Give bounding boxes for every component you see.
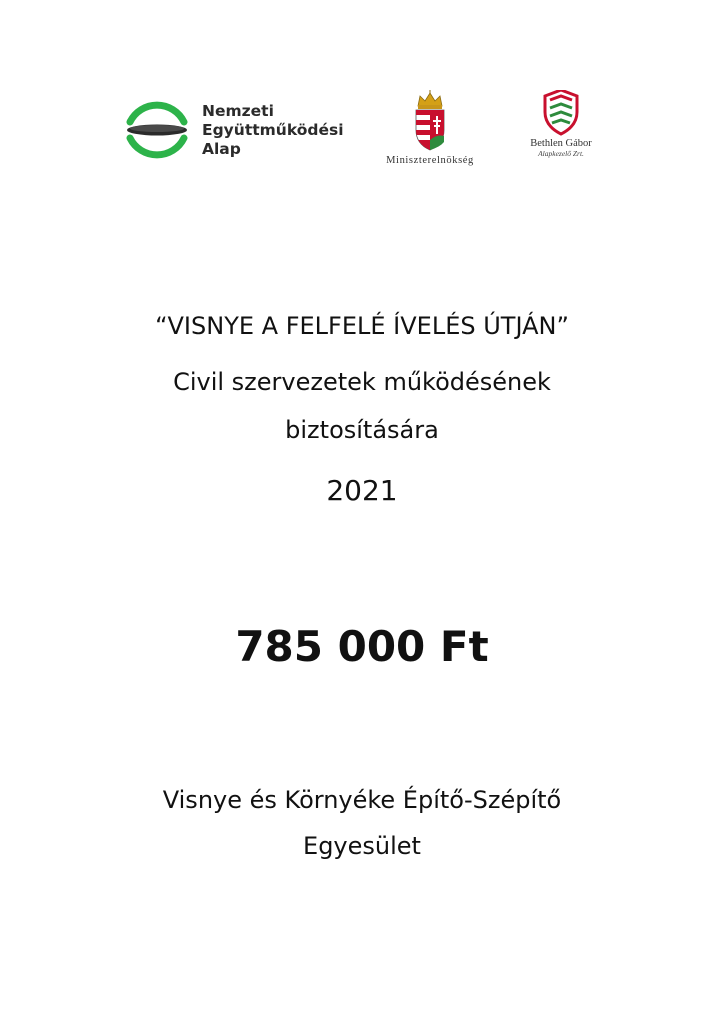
nea-emblem-icon bbox=[122, 92, 192, 168]
project-title: “VISNYE A FELFELÉ ÍVELÉS ÚTJÁN” bbox=[155, 312, 569, 340]
grant-amount: 785 000 Ft bbox=[235, 622, 489, 671]
bga-logo bbox=[518, 90, 604, 172]
nea-line-2: Együttműködési bbox=[202, 121, 344, 139]
organization-name-line-1: Visnye és Környéke Építő-Szépítő bbox=[162, 786, 562, 814]
nea-line-1: Nemzeti bbox=[202, 102, 274, 120]
bga-name: Bethlen Gábor bbox=[530, 138, 592, 149]
ministry-logo bbox=[366, 90, 494, 172]
logo-bar bbox=[0, 88, 724, 178]
ministry-label: Miniszterelnökség bbox=[386, 155, 474, 166]
organization-name-line-2: Egyesület bbox=[303, 832, 421, 860]
nea-wordmark bbox=[202, 102, 344, 159]
nea-line-3: Alap bbox=[202, 140, 241, 158]
bga-subtitle: Alapkezelő Zrt. bbox=[538, 149, 584, 158]
bga-emblem-icon bbox=[541, 90, 581, 136]
project-year: 2021 bbox=[326, 474, 398, 507]
hungarian-coat-of-arms-icon bbox=[410, 90, 450, 152]
project-subtitle-line-2: biztosítására bbox=[285, 416, 439, 444]
nea-logo bbox=[122, 92, 372, 168]
project-subtitle-line-1: Civil szervezetek működésének bbox=[173, 368, 551, 396]
